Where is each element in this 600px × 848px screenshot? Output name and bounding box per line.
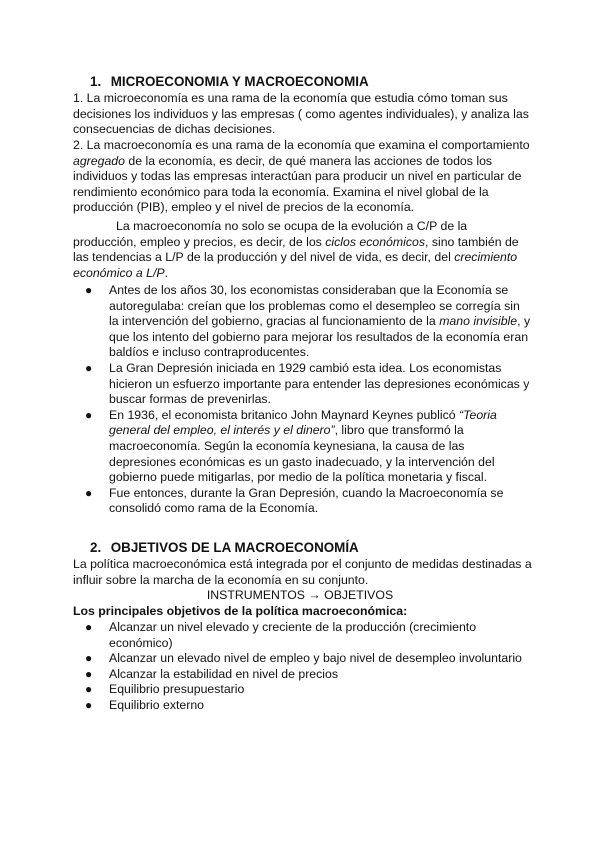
list-item: [85, 666, 529, 683]
bullet-3-italic: “Teoria general del empleo, el interés y el dinero”: [109, 407, 497, 438]
bullet-3-part-a: En 1936, el economista britanico John Maynard Keynes publicó: [109, 407, 459, 422]
instruments-objectives-line: INSTRUMENTOS → OBJETIVOS: [206, 588, 394, 602]
section-2-title: OBJETIVOS DE LA MACROECONOMÍA: [110, 540, 359, 555]
list-item: [85, 360, 531, 408]
paragraph-microeconomia: [73, 91, 533, 138]
history-bullet-list: [85, 283, 531, 517]
bullet-icon: ●: [85, 620, 93, 634]
bullet-icon: ●: [85, 651, 93, 666]
paragraph-2-part-a: 2. La macroeconomía es una rama de la economía que examina el comportamiento: [73, 138, 530, 152]
section-2-intro: La política macroeconómica está integrada por el conjunto de medidas destinadas a influir sobre la marcha de la economía en su conjunto.: [73, 557, 532, 587]
bullet-icon: ●: [85, 407, 93, 422]
paragraph-2-text: [73, 138, 533, 216]
bullet-icon: ●: [85, 485, 93, 500]
paragraph-2-italic: agregado: [73, 153, 125, 168]
list-item: [85, 620, 529, 651]
paragraph-3-italic-2: crecimiento económico a L/P: [73, 250, 518, 280]
objectives-list: [85, 620, 529, 714]
paragraph-macro-scope: [73, 219, 533, 281]
list-item: [85, 697, 529, 714]
bullet-icon: ●: [85, 360, 93, 375]
paragraph-politica: [73, 557, 533, 588]
section-1-number: 1.: [90, 74, 102, 89]
list-item: [85, 407, 531, 486]
list-item: [85, 651, 529, 667]
objective-3: Alcanzar la estabilidad en nivel de precios: [109, 666, 338, 681]
paragraph-3-part-a: La macroeconomía no solo se ocupa de la evolución a C/P de la producción, empleo y precios, es decir, de los: [73, 219, 468, 249]
paragraph-2-part-b: de la economía, es decir, de qué manera las acciones de todos los individuos y todas las empresas interactúan para producir un nivel en particular de rendimiento económico para toda la economía. Examina el nivel global de la producción (PIB), empleo y el nivel de precios de la economía.: [73, 153, 522, 215]
bullet-4-text: Fue entonces, durante la Gran Depresión, cuando la Macroeconomía se consolidó como rama de la Economía.: [109, 485, 504, 516]
objective-4: Equilibrio presupuestario: [109, 682, 245, 697]
bullet-1-part-a: Antes de los años 30, los economistas consideraban que la Economía se autoregulaba: creían que los problemas como el desempleo se corregía sin la intervención del gobierno, gracias al funcionamiento de la: [109, 283, 520, 329]
paragraph-3-italic-1: ciclos económicos: [325, 234, 425, 249]
list-item: [85, 485, 531, 517]
bullet-icon: ●: [85, 697, 93, 712]
section-1-title: MICROECONOMIA Y MACROECONOMIA: [110, 74, 369, 89]
section-2-number: 2.: [90, 540, 102, 555]
bullet-icon: ●: [85, 682, 93, 697]
objective-5: Equilibrio externo: [109, 697, 205, 712]
bullet-icon: ●: [85, 283, 93, 297]
objectives-list-title: Los principales objetivos de la política macroeconómica:: [73, 604, 408, 618]
section-2-heading: [90, 540, 359, 556]
objective-1: Alcanzar un nivel elevado y creciente de la producción (crecimiento económico): [109, 620, 477, 650]
objective-2: Alcanzar un elevado nivel de empleo y bajo nivel de desempleo involuntario: [109, 651, 522, 666]
paragraph-3-text: [73, 219, 533, 281]
bullet-1-italic: mano invisible: [439, 314, 518, 329]
bullet-3-part-b: , libro que transformó la macroeconomía. Según la economía keynesiana, la causa de las depresiones económicas es un gasto inadecuado, y la intervención del gobierno puede mitigarlas, por medio de la política monetaria y fiscal.: [109, 423, 495, 485]
paragraph-3-part-c: .: [164, 265, 169, 280]
bullet-2-text: La Gran Depresión iniciada en 1929 cambió esta idea. Los economistas hicieron un esfuerzo importante para entender las depresiones económicas y buscar formas de prevenirlas.: [109, 360, 530, 407]
paragraph-macroeconomia: [73, 138, 533, 216]
bullet-1-part-b: , y que los intento del gobierno para mejorar los resultados de la economía eran baldíos e incluso contraproducentes.: [109, 314, 531, 360]
bullet-icon: ●: [85, 666, 93, 681]
list-item: [85, 283, 531, 361]
section-1-heading: [90, 74, 369, 90]
paragraph-3-part-b: , sino también de las tendencias a L/P de la producción y del nivel de vida, es decir, del: [73, 234, 519, 265]
paragraph-1-text: 1. La microeconomía es una rama de la economía que estudia cómo toman sus decisiones los individuos y las empresas ( como agentes individuales), y analiza las consecuencias de dichas decisiones.: [73, 91, 529, 137]
list-item: [85, 682, 529, 698]
